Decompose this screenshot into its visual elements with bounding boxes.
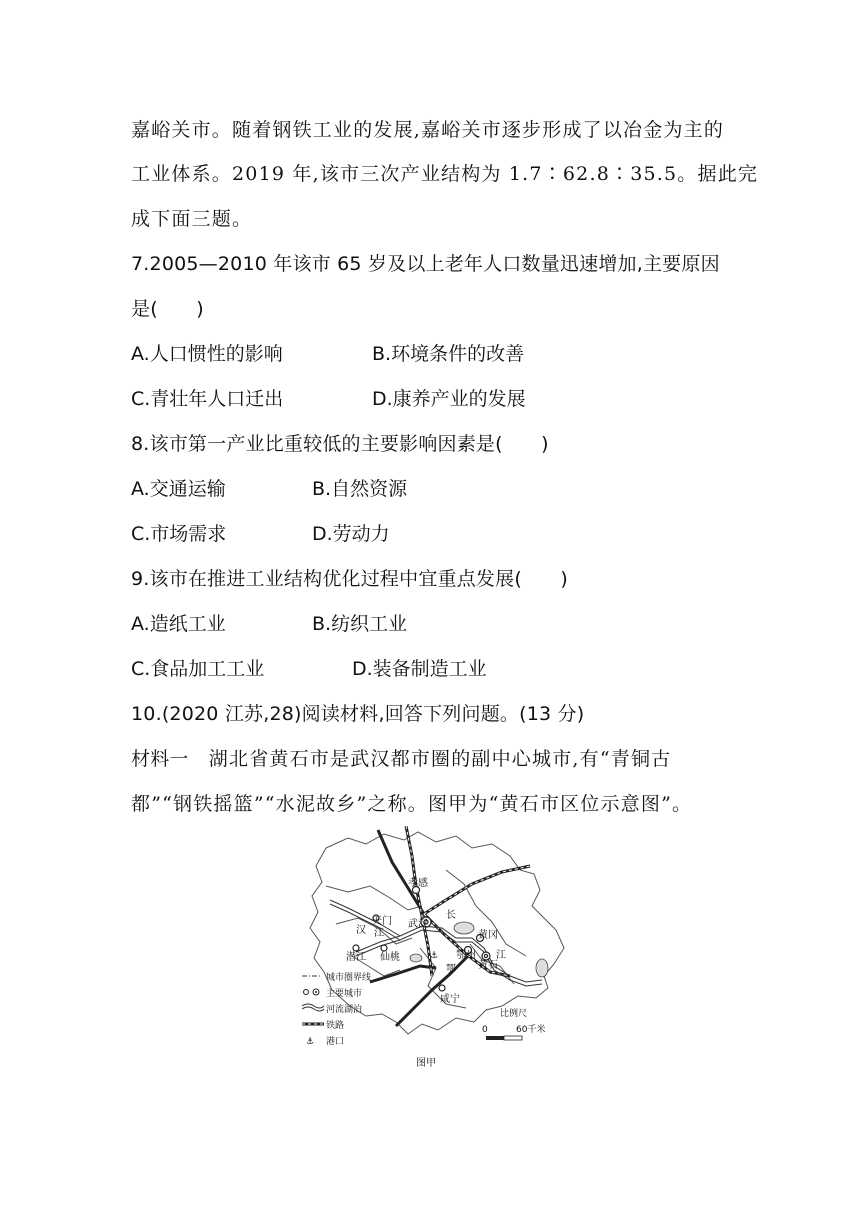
map-boundary <box>310 832 564 1034</box>
legend-river: 河流湖泊 <box>326 1005 363 1015</box>
scale-value: 60千米 <box>516 1025 546 1035</box>
huangshi-location-map <box>296 826 586 1076</box>
material-1-line-2: 都”“钢铁摇篮”“水泥故乡”之称。图甲为“黄石市区位示意图”。 <box>131 793 693 815</box>
city-huanggang: 黄冈 <box>478 930 498 941</box>
question-7-stem: 7.2005—2010 年该市 65 岁及以上老年人口数量迅速增加,主要原因 <box>131 253 720 275</box>
river-label-jiang-2: 江 <box>496 950 506 961</box>
material-label: 材料一 <box>131 748 189 770</box>
q8-option-b[interactable]: B.自然资源 <box>312 478 408 500</box>
passage-line-3: 成下面三题。 <box>131 208 253 230</box>
passage-line-2: 工业体系。2019 年,该市三次产业结构为 1.7∶62.8∶35.5。据此完 <box>131 163 759 185</box>
map-legend <box>302 971 371 1047</box>
legend-city: 主要城市 <box>326 989 363 999</box>
q7-option-a[interactable]: A.人口惯性的影响 <box>131 343 283 365</box>
q8-option-a[interactable]: A.交通运输 <box>131 478 226 500</box>
q9-option-d[interactable]: D.装备制造工业 <box>352 658 487 680</box>
legend-boundary: 城市圈界线 <box>326 973 372 983</box>
label-e: 鄂 <box>446 964 456 975</box>
city-xiantao: 仙桃 <box>380 952 400 963</box>
river-label-chang: 长 <box>446 910 456 921</box>
river-label-jiang: 江 <box>374 928 384 939</box>
q7-option-b[interactable]: B.环境条件的改善 <box>372 343 525 365</box>
passage-line-1: 嘉峪关市。随着钢铁工业的发展,嘉峪关市逐步形成了以冶金为主的 <box>131 119 725 141</box>
city-xianning: 咸宁 <box>440 994 460 1005</box>
q7-option-c[interactable]: C.青壮年人口迁出 <box>131 388 284 410</box>
q8-option-d[interactable]: D.劳动力 <box>312 523 390 545</box>
question-8-stem: 8.该市第一产业比重较低的主要影响因素是( ) <box>131 433 549 455</box>
city-huangshi: 黄石 <box>478 960 498 971</box>
q7-option-d[interactable]: D.康养产业的发展 <box>372 388 526 410</box>
question-7-stem-cont: 是( ) <box>131 298 204 320</box>
scale-zero: 0 <box>482 1025 488 1035</box>
railway-1 <box>406 826 432 976</box>
city-ezhou: 鄂州 <box>456 950 476 961</box>
legend-railway: 铁路 <box>326 1021 345 1031</box>
question-10-stem: 10.(2020 江苏,28)阅读材料,回答下列问题。(13 分) <box>131 703 585 725</box>
river-label-han: 汉 <box>356 925 366 936</box>
material-1-text: 湖北省黄石市是武汉都市圈的副中心城市,有“青铜古 <box>188 748 672 770</box>
city-wuhan: 武汉 <box>408 919 428 930</box>
city-xiaogan: 孝感 <box>408 878 428 889</box>
q9-option-a[interactable]: A.造纸工业 <box>131 613 226 635</box>
q9-option-b[interactable]: B.纺织工业 <box>312 613 408 635</box>
legend-port: 港口 <box>326 1037 345 1047</box>
scale-title: 比例尺 <box>500 1009 528 1019</box>
map-scale <box>482 1007 545 1040</box>
q9-option-c[interactable]: C.食品加工工业 <box>131 658 265 680</box>
question-9-stem: 9.该市在推进工业结构优化过程中宜重点发展( ) <box>131 568 568 590</box>
railway-2 <box>378 830 424 914</box>
legend-port-icon: ⚓ <box>306 1037 315 1047</box>
material-1-line-1 <box>131 747 671 771</box>
map-caption: 图甲 <box>416 1058 436 1069</box>
port-anchor-icon: ⚓ <box>430 951 439 961</box>
city-tianmen: 天门 <box>372 916 392 927</box>
q8-option-c[interactable]: C.市场需求 <box>131 523 227 545</box>
city-qianjiang: 潜江 <box>346 952 366 963</box>
